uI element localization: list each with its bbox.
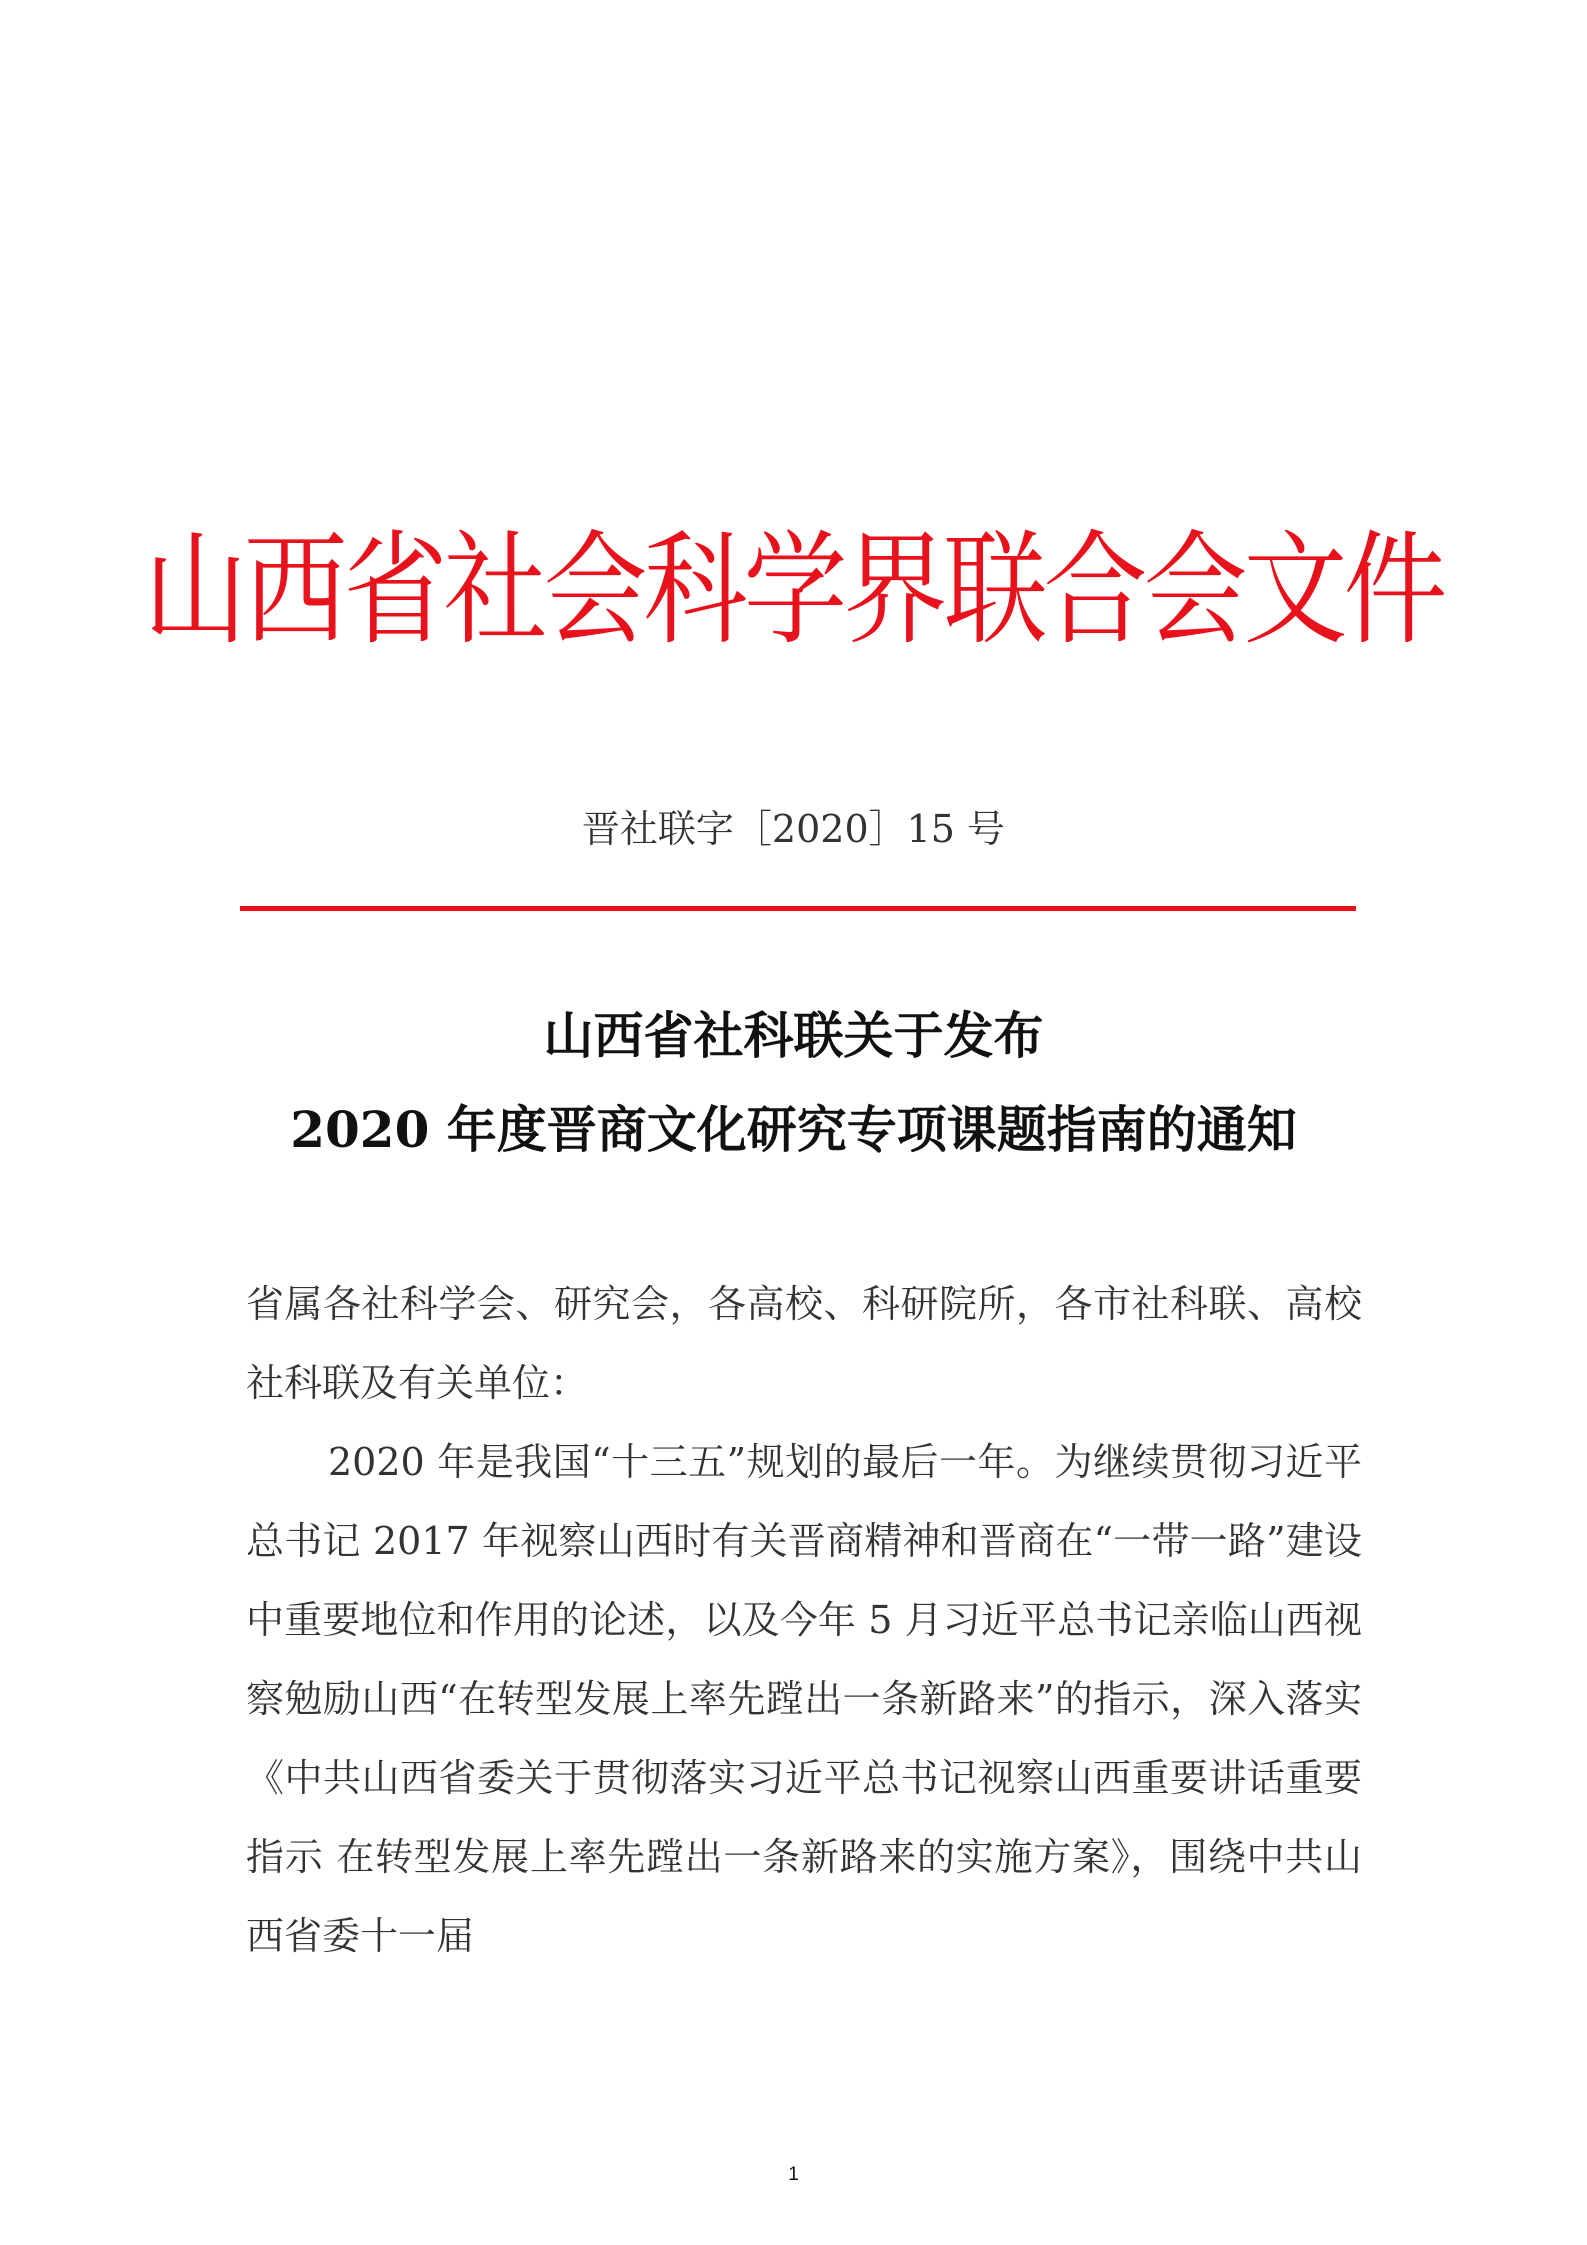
body-paragraph: 2020 年是我国“十三五”规划的最后一年。为继续贯彻习近平总书记 2017 年视察山西时有关晋商精神和晋商在“一带一路”建设中重要地位和作用的论述，以及今年 5 月习近平总书记亲临山西视察勉励山西“在转型发展上率先蹚出一条新路来”的指示，深入落实《中共山西省委关于贯彻落实习近平总书记视察山西重要讲话重要指示 在转型发展上率先蹚出一条新路来的实施方案》，围绕中共山西省委十一届: [246, 1440, 1362, 1958]
notice-title-line-2: 2020 年度晋商文化研究专项课题指南的通知: [290, 1100, 1297, 1159]
salutation: 省属各社科学会、研究会，各高校、科研院所，各市社科联、高校社科联及有关单位：: [246, 1282, 1362, 1405]
document-number: 晋社联字［2020］15 号: [581, 807, 1006, 851]
page-number: 1: [788, 2164, 799, 2185]
masthead-title: 山西省社会科学界联合会文件: [143, 518, 1444, 662]
notice-body: [246, 1265, 1362, 1976]
red-divider: [240, 906, 1356, 911]
notice-title-line-1: 山西省社科联关于发布: [543, 1006, 1044, 1065]
